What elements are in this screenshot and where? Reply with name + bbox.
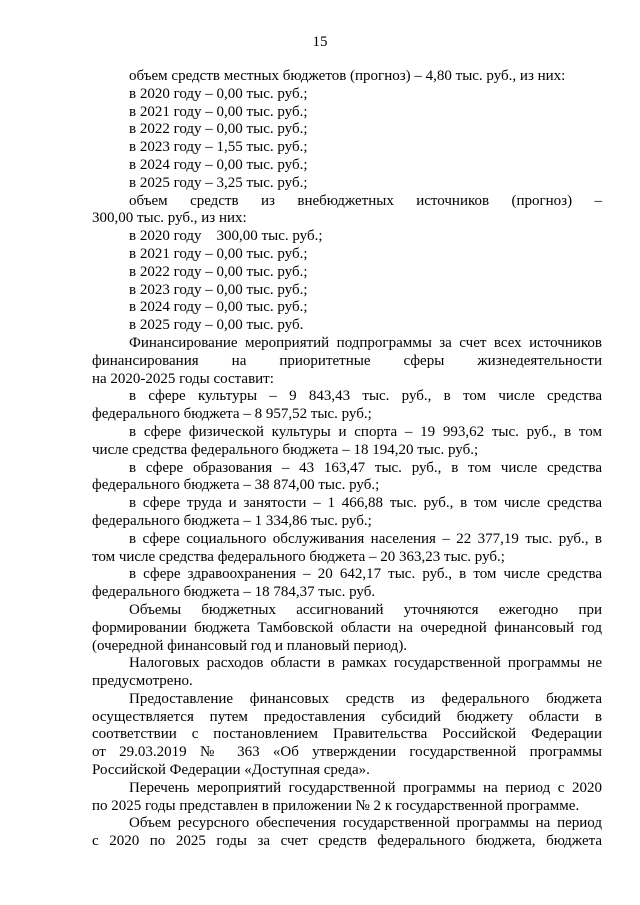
text-line: в 2024 году – 0,00 тыс. руб.; (129, 156, 308, 173)
text-line: по 2025 годы представлен в приложении № 2 к государственной программе. (92, 797, 580, 814)
text-line: в 2025 году – 0,00 тыс. руб. (129, 317, 304, 334)
text-line: Финансирование мероприятий подпрограммы за счет всех источников (129, 334, 602, 351)
text-line: осуществляется путем предоставления субсидий бюджету области в (92, 708, 602, 725)
text-line: в 2023 году – 1,55 тыс. руб.; (129, 139, 308, 156)
text-line: в сфере социального обслуживания населения – 22 377,19 тыс. руб., в (129, 530, 602, 547)
text-line: в сфере здравоохранения – 20 642,17 тыс. руб., в том числе средства (129, 566, 602, 583)
text-line: в 2025 году – 3,25 тыс. руб.; (129, 174, 308, 191)
text-line: финансирования на приоритетные сферы жизнедеятельности (92, 352, 602, 369)
text-line: в 2020 году 300,00 тыс. руб.; (129, 228, 323, 245)
text-line: федерального бюджета – 8 957,52 тыс. руб.; (92, 406, 372, 423)
text-line: формировании бюджета Тамбовской области на очередной финансовый год (92, 619, 602, 636)
text-line: в сфере образования – 43 163,47 тыс. руб., в том числе средства (129, 459, 602, 476)
text-line: с 2020 по 2025 годы за счет средств федерального бюджета, бюджета (92, 833, 602, 850)
text-line: объем средств из внебюджетных источников (прогноз) – (129, 192, 602, 209)
text-line: в 2024 году – 0,00 тыс. руб.; (129, 299, 308, 316)
text-line: в сфере физической культуры и спорта – 19 993,62 тыс. руб., в том (129, 423, 602, 440)
text-line: Объем ресурсного обеспечения государственной программы на период (129, 815, 602, 832)
text-line: федерального бюджета – 38 874,00 тыс. руб.; (92, 477, 380, 494)
text-line: Российской Федерации «Доступная среда». (92, 762, 370, 779)
text-line: Перечень мероприятий государственной программы на период с 2020 (129, 779, 602, 796)
text-line: в 2022 году – 0,00 тыс. руб.; (129, 263, 308, 280)
text-line: от 29.03.2019 № 363 «Об утверждении государственной программы (92, 744, 602, 761)
text-line: в 2022 году – 0,00 тыс. руб.; (129, 121, 308, 138)
text-line: (очередной финансовый год и плановый период). (92, 637, 408, 654)
text-line: федерального бюджета – 18 784,37 тыс. руб. (92, 584, 376, 601)
text-line: предусмотрено. (92, 673, 193, 690)
text-line: в 2020 году – 0,00 тыс. руб.; (129, 85, 308, 102)
text-line: том числе средства федерального бюджета – 20 363,23 тыс. руб.; (92, 548, 505, 565)
text-line: в сфере труда и занятости – 1 466,88 тыс. руб., в том числе средства (129, 495, 602, 512)
text-line: в 2021 году – 0,00 тыс. руб.; (129, 245, 308, 262)
document-body (92, 68, 602, 851)
text-line: объем средств местных бюджетов (прогноз) – 4,80 тыс. руб., из них: (129, 68, 566, 84)
text-line: на 2020-2025 годы составит: (92, 370, 274, 387)
text-line: в 2023 году – 0,00 тыс. руб.; (129, 281, 308, 298)
text-line: в 2021 году – 0,00 тыс. руб.; (129, 103, 308, 120)
text-line: Предоставление финансовых средств из федерального бюджета (129, 690, 602, 707)
text-line: федерального бюджета – 1 334,86 тыс. руб.; (92, 512, 372, 529)
text-line: в сфере культуры – 9 843,43 тыс. руб., в том числе средства (129, 388, 602, 405)
page-number: 15 (312, 34, 328, 50)
text-line: Налоговых расходов области в рамках государственной программы не (129, 655, 602, 672)
text-line: Объемы бюджетных ассигнований уточняются ежегодно при (129, 601, 602, 618)
text-line: соответствии с постановлением Правительства Российской Федерации (92, 726, 602, 743)
text-line: числе средства федерального бюджета – 18 194,20 тыс. руб.; (92, 441, 479, 458)
text-line: 300,00 тыс. руб., из них: (92, 210, 247, 227)
